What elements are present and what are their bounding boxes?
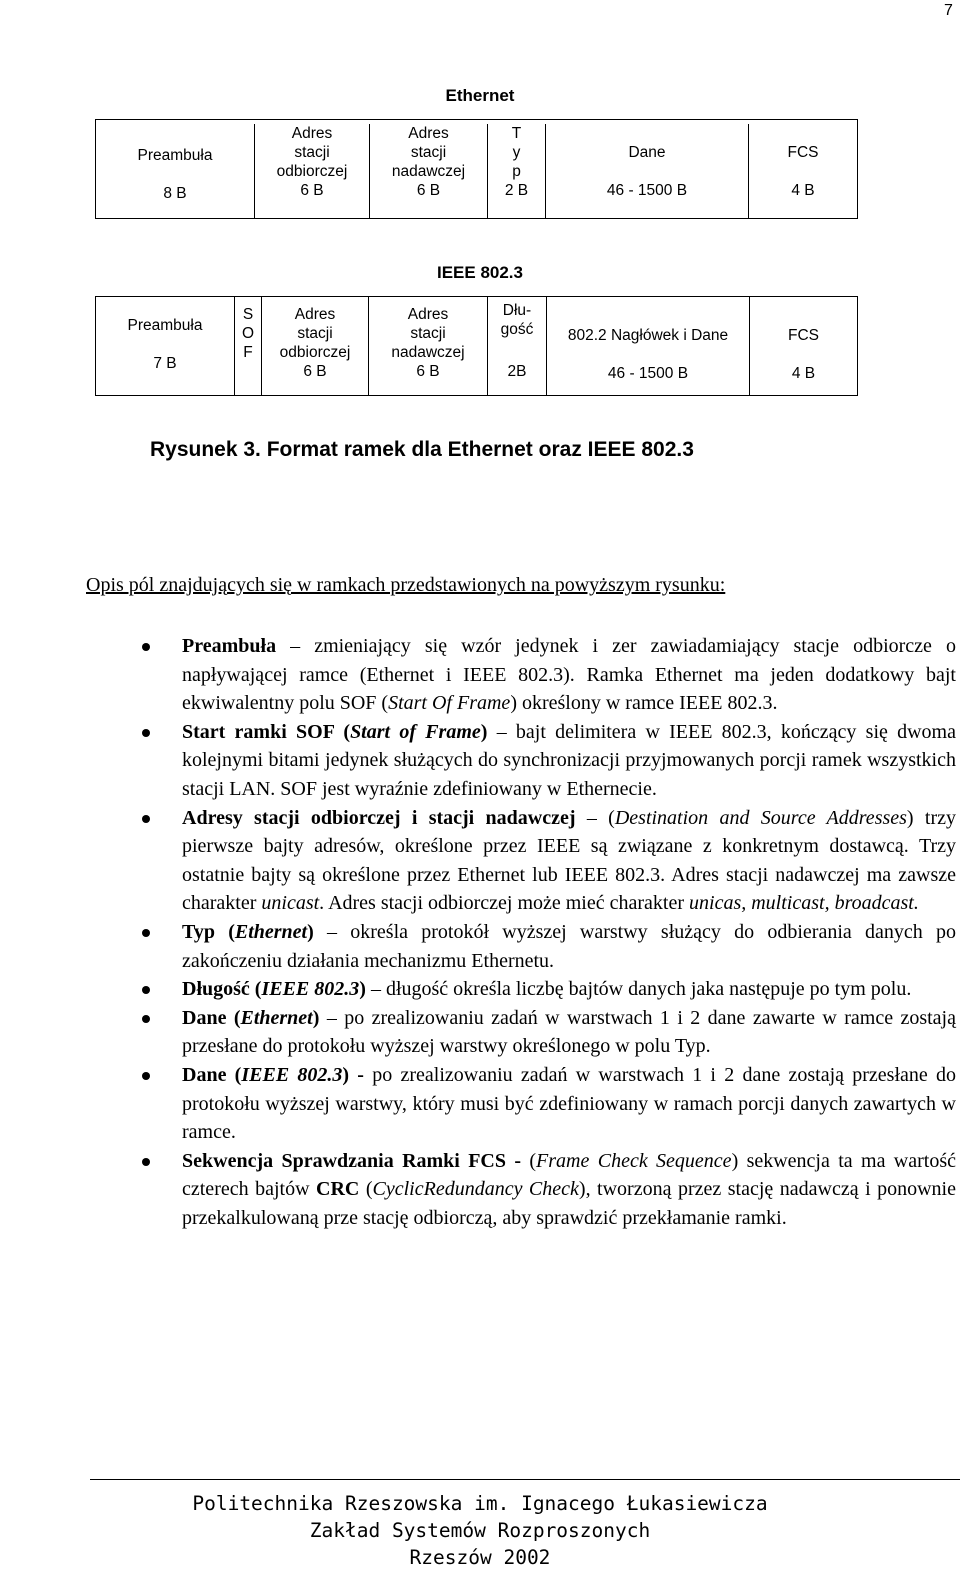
description-text: ) [307, 920, 314, 943]
field-size: 2 B [504, 182, 529, 199]
ieee-field-preamble [96, 297, 234, 395]
footer-divider [90, 1479, 960, 1480]
figure-caption: Rysunek 3. Format ramek dla Ethernet oraz IEEE 802.3 [150, 438, 694, 461]
description-text: Start ramki SOF ( [182, 720, 351, 743]
field-label: stacji [410, 325, 446, 342]
field-label: 802.2 Nagłówek i Dane [567, 327, 729, 344]
field-description-item [182, 975, 956, 1004]
description-text: Dane ( [182, 1063, 242, 1086]
field-size: 7 B [153, 355, 177, 372]
description-text: IEEE 802.3 [241, 1063, 343, 1086]
field-size: 46 - 1500 B [606, 182, 688, 199]
field-description-list [0, 632, 960, 1232]
field-description-item [182, 918, 956, 975]
field-size: 46 - 1500 B [607, 365, 689, 382]
description-text: ) [480, 720, 488, 743]
field-label: FCS [788, 327, 819, 344]
field-label: F [243, 344, 253, 361]
bullet-icon [142, 1072, 150, 1080]
description-text: CyclicRedundancy Check [372, 1178, 579, 1201]
field-label: stacji [297, 325, 333, 342]
description-text: Ethernet [240, 1006, 313, 1029]
description-text: ) [359, 978, 366, 1001]
bullet-icon [142, 643, 150, 651]
field-label: p [512, 163, 521, 180]
field-size: 8 B [163, 185, 187, 202]
description-text: – bajt delimitera w IEEE 802.3, kończący się dwoma kolejnymi bitami jedynek służących do synchronizacji przyjmowanych porcji ramek wszystkich stacji LAN. SOF jest wyraźnie zdefiniowany w Ethernecie. [182, 720, 956, 800]
description-text: – długość określa liczbę bajtów danych jaka następuje po tym polu. [365, 978, 912, 1001]
ieee-field-llc-data [546, 297, 749, 395]
description-text: Sekwencja Sprawdzania Ramki FCS - [182, 1149, 522, 1172]
description-text: – określa protokół wyższej warstwy służący do odbierania danych po zakończeniu działania mechanizmu Ethernetu. [182, 920, 956, 972]
bullet-icon [142, 1158, 150, 1166]
field-description-item [182, 1004, 956, 1061]
description-text: Frame Check Sequence [536, 1149, 732, 1172]
field-label: nadawczej [391, 163, 466, 180]
field-label: Preambuła [137, 147, 213, 164]
field-label: odbiorczej [279, 344, 351, 361]
field-label: FCS [787, 144, 819, 161]
footer [0, 1490, 960, 1571]
ethernet-field-source-address [369, 124, 487, 218]
field-size: 4 B [791, 365, 816, 382]
description-text: Adresy stacji odbiorczej i stacji nadawczej [182, 806, 576, 829]
field-description-item [182, 632, 956, 718]
description-text: – po zrealizowaniu zadań w warstwach 1 i 2 dane zawarte w ramce zostają przesłane do protokołu wyższej warstwy określonego w polu Typ. [182, 1006, 956, 1058]
bullet-icon [142, 929, 150, 937]
ethernet-field-destination-address [254, 124, 369, 218]
bullet-icon [142, 815, 150, 823]
field-label: Adres [294, 306, 336, 323]
ethernet-frame-title: Ethernet [445, 86, 515, 105]
field-label: O [241, 325, 255, 342]
field-label: Dłu- [502, 302, 532, 319]
field-size: 2B [507, 363, 527, 380]
field-label: y [512, 144, 521, 161]
description-text: po zrealizowaniu zadań w warstwach 1 i 2 dane zostają przesłane do protokołu wyższej warstwy, który musi być zdefiniowany w ramach porcji danych zawartych w ramce. [182, 1063, 956, 1144]
section-intro: Opis pól znajdujących się w ramkach przedstawionych na powyższym rysunku: [86, 574, 726, 596]
ieee-field-fcs [749, 297, 857, 395]
field-size: 6 B [303, 363, 327, 380]
description-text: Start of Frame [350, 720, 481, 743]
description-text: CRC [316, 1178, 360, 1201]
field-label: Adres [408, 125, 449, 142]
description-text: unicas, multicast, broadcast. [689, 892, 919, 915]
description-text: Preambuła [182, 635, 277, 657]
description-text: Typ ( [182, 920, 235, 943]
footer-university: Politechnika Rzeszowska im. Ignacego Łukasiewicza [192, 1492, 768, 1515]
page-number: 7 [944, 2, 953, 19]
description-text: Długość ( [182, 978, 262, 1001]
description-text: unicast [261, 892, 320, 915]
description-text: . Adres stacji odbiorczej może mieć charakter [319, 892, 690, 915]
description-text: IEEE 802.3 [261, 978, 360, 1001]
description-text: Ethernet [234, 920, 308, 943]
ethernet-field-type [487, 124, 545, 218]
field-label: Adres [407, 306, 449, 323]
footer-department: Zakład Systemów Rozproszonych [309, 1519, 651, 1542]
field-label: S [242, 306, 254, 323]
ethernet-field-fcs [748, 124, 857, 218]
field-label: Adres [291, 125, 333, 142]
field-label: stacji [410, 144, 447, 161]
description-text: ) - [342, 1063, 364, 1086]
field-label: Preambuła [127, 317, 203, 334]
field-description-item [182, 804, 956, 918]
description-text: Start Of Frame [388, 692, 511, 715]
ethernet-field-data [545, 124, 748, 218]
description-text: ( [521, 1149, 537, 1172]
description-text: – zmieniający się wzór jedynek i zer zawiadamiający stacje odbiorcze o napływającej ramce (Ethernet i IEEE 802.3). Ramka Ethernet ma jeden dodatkowy bajt ekwiwalentny polu SOF ( [182, 635, 956, 715]
field-description-item [182, 1061, 956, 1147]
description-text: Destination and Source Addresses [614, 806, 907, 829]
description-text: ) [312, 1006, 320, 1029]
description-text: – ( [575, 806, 615, 829]
field-label: gość [500, 321, 534, 338]
field-label: stacji [294, 144, 330, 161]
ieee-frame-table [95, 296, 858, 396]
field-label: T [511, 125, 522, 142]
description-text: ( [359, 1178, 373, 1201]
footer-place-year: Rzeszów 2002 [409, 1546, 551, 1569]
bullet-icon [142, 1015, 150, 1023]
field-label: nadawczej [391, 344, 465, 361]
field-size: 6 B [416, 363, 440, 380]
bullet-icon [142, 986, 150, 994]
bullet-icon [142, 729, 150, 737]
field-description-item [182, 1147, 956, 1233]
field-description-item [182, 718, 956, 804]
field-label: odbiorczej [276, 163, 348, 180]
description-text: ) trzy pierwsze bajty adresów, określone przez IEEE są związane z konkretnym dostawcą. Trzy ostatnie bajty są określone przez Ethernet lub IEEE 802.3. Adres stacji nadawczej ma zawsze charakter [182, 806, 956, 915]
description-text: ) sekwencja ta ma wartość czterech bajtów [182, 1149, 957, 1201]
ethernet-field-preamble [96, 131, 254, 218]
description-text: Dane ( [182, 1006, 241, 1029]
field-label: Dane [628, 144, 666, 161]
ieee-frame-title: IEEE 802.3 [436, 263, 523, 282]
ieee-field-sof [234, 297, 261, 395]
ethernet-frame-table [95, 119, 858, 219]
field-size: 4 B [791, 182, 815, 199]
field-size: 6 B [416, 182, 441, 199]
ieee-field-destination-address [261, 297, 368, 395]
ieee-field-length [487, 297, 546, 395]
ieee-field-source-address [368, 297, 487, 395]
field-size: 6 B [300, 182, 324, 199]
description-text: ) określony w ramce IEEE 802.3. [510, 692, 778, 715]
description-text: ), tworzoną przez stację nadawczą i ponownie przekalkulowaną prze stację odbiorczą, aby sprawdzić przekłamanie ramki. [182, 1178, 956, 1229]
